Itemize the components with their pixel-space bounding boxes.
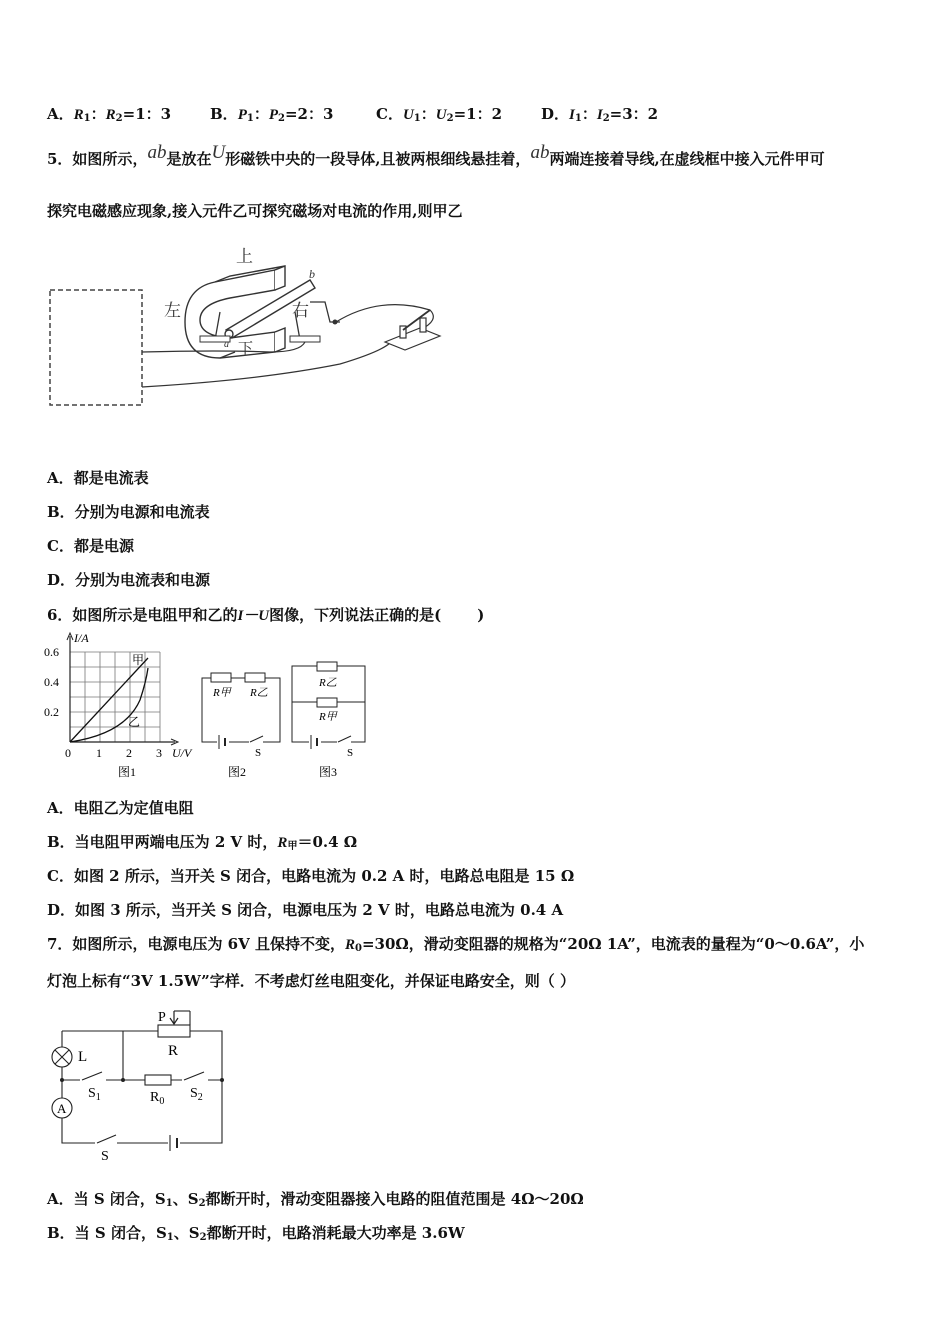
x-axis-label: U/V: [172, 746, 192, 760]
q5-option-c[interactable]: C．都是电源: [47, 537, 134, 555]
terminal-right: [310, 302, 340, 322]
fig2-caption: 图2: [228, 765, 247, 779]
y-axis-label: I/A: [74, 631, 89, 645]
resistor-jia: [211, 673, 231, 682]
q5-option-b[interactable]: B．分别为电源和电流表: [47, 503, 210, 521]
label-a: a: [224, 339, 229, 350]
ab-symbol: ab: [530, 142, 550, 163]
x-tick-0: 0: [65, 746, 71, 760]
graph-caption: 图1: [118, 765, 137, 779]
rheostat-r: [158, 1025, 190, 1037]
label-p: P: [158, 1010, 166, 1025]
y-tick-04: 0.4: [44, 675, 59, 689]
x-tick-3: 3: [156, 746, 162, 760]
graph-grid: [70, 652, 160, 742]
label-r-yi: R乙: [250, 687, 268, 699]
curve-yi: [70, 668, 148, 742]
label-l: L: [78, 1049, 88, 1065]
q5-stem-line1: 5．如图所示，ab是放在U形磁铁中央的一段导体,且被两根细线悬挂着，ab两端连接着导线,在虚线框中接入元件甲可: [47, 142, 825, 168]
label-a: A: [57, 1101, 67, 1116]
label-r0: $R_0$: [150, 1090, 165, 1107]
label-r: R: [168, 1043, 179, 1059]
q4-option-b[interactable]: B．$P_1$：$P_2=2$：3: [210, 105, 334, 124]
u-symbol: U: [211, 142, 226, 163]
rheostat-slider: [170, 1011, 178, 1024]
q6-option-c[interactable]: C．如图 2 所示，当开关 S 闭合，电路电流为 0.2 A 时，电路总电阻是 15 Ω: [47, 867, 575, 885]
q6-fig3-parallel-circuit: [287, 660, 377, 780]
label-s: S: [347, 747, 354, 759]
knife-switch: [385, 310, 440, 350]
q7-stem-line1: 7．如图所示，电源电压为 6V 且保持不变，$R_0=30\Omega$，滑动变阻器的规格为“20Ω 1A”，电流表的量程为“0～0.6A”，小: [47, 935, 865, 954]
resistor-r0: [145, 1075, 171, 1085]
q4-option-a[interactable]: A．$R_1$：$R_2=1$：3: [47, 105, 172, 124]
label-right: 右: [292, 301, 309, 320]
curve-jia: [70, 658, 148, 742]
label-r-jia: R甲: [319, 711, 337, 723]
q6-stem: 6．如图所示是电阻甲和乙的I－U图像，下列说法正确的是( ): [47, 606, 485, 624]
label-s2: $S_2$: [190, 1086, 203, 1103]
label-s: S: [101, 1149, 109, 1164]
base-plate-right: [290, 336, 320, 342]
q6-option-b[interactable]: B．当电阻甲两端电压为 2 V 时，$R_甲=0.4$ Ω: [47, 833, 358, 852]
q6-option-a[interactable]: A．电阻乙为定值电阻: [47, 799, 194, 817]
q4-option-c[interactable]: C．$U_1$：$U_2=1$：2: [376, 105, 503, 124]
q6-fig2-series-circuit: [195, 660, 290, 780]
q5-option-d[interactable]: D．分别为电流表和电源: [47, 571, 211, 589]
label-s: S: [255, 747, 262, 759]
curve-label-jia: 甲: [132, 653, 145, 667]
q7-stem-line2: 灯泡上标有“3V 1.5W”字样．不考虑灯丝电阻变化，并保证电路安全，则（ ）: [47, 972, 575, 990]
q4-option-d[interactable]: D．$I_1$：$I_2=3$：2: [541, 105, 659, 124]
ab-symbol: ab: [147, 142, 167, 163]
q7-option-b[interactable]: B．当 S 闭合，$S_1$、$S_2$都断开时，电路消耗最大功率是 3.6W: [47, 1224, 465, 1243]
resistor-jia: [317, 698, 337, 707]
label-s1: $S_1$: [88, 1086, 101, 1103]
y-tick-02: 0.2: [44, 705, 59, 719]
y-tick-06: 0.6: [44, 645, 59, 659]
q6-option-d[interactable]: D．如图 3 所示，当开关 S 闭合，电源电压为 2 V 时，电路总电流为 0.4 A: [47, 901, 564, 919]
label-bottom: 下: [238, 341, 254, 357]
q7-option-a[interactable]: A．当 S 闭合，$S_1$、$S_2$都断开时，滑动变阻器接入电路的阻值范围是 4Ω～20Ω: [47, 1190, 584, 1209]
curve-label-yi: 乙: [128, 715, 141, 729]
q5-option-a[interactable]: A．都是电流表: [47, 469, 149, 487]
dashed-component-box: [50, 290, 142, 405]
label-top: 上: [236, 247, 253, 266]
q7-circuit-figure: [40, 1005, 240, 1165]
label-b: b: [309, 267, 315, 281]
x-tick-1: 1: [96, 746, 102, 760]
label-r-yi: R乙: [319, 677, 337, 689]
q4-options-row: [47, 103, 659, 124]
fig3-caption: 图3: [319, 765, 338, 779]
resistor-yi: [245, 673, 265, 682]
label-r-jia: R甲: [213, 687, 231, 699]
q6-iu-graph: [40, 630, 200, 780]
resistor-yi: [317, 662, 337, 671]
q5-stem-line2: 探究电磁感应现象,接入元件乙可探究磁场对电流的作用,则甲乙: [47, 202, 463, 220]
q5-magnet-figure: [40, 240, 460, 415]
x-tick-2: 2: [126, 746, 132, 760]
label-left: 左: [164, 301, 181, 320]
lamp-l: [52, 1047, 72, 1067]
